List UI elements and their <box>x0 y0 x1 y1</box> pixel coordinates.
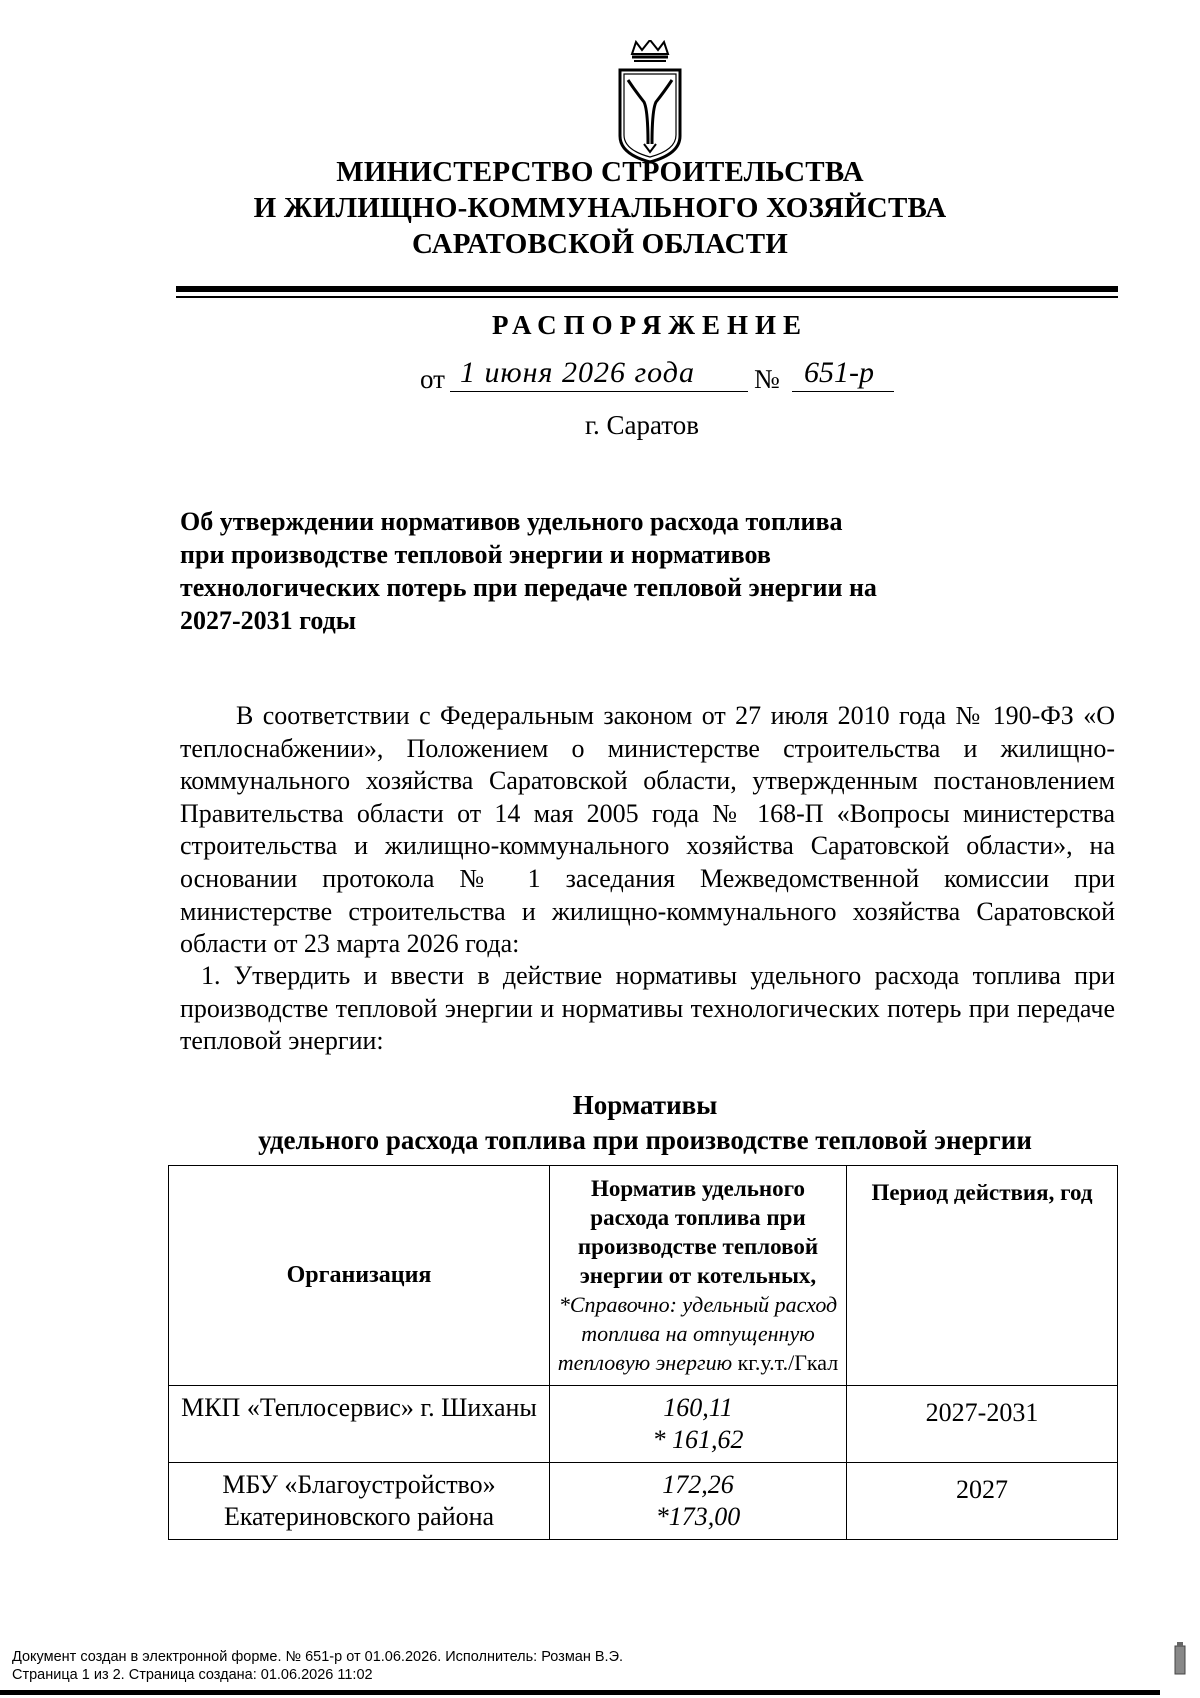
header-norm-main: Норматив удельного расхода топлива при производстве тепловой энергии от котельных, <box>577 1176 819 1288</box>
footer-line-2: Страница 1 из 2. Страница создана: 01.06.2026 11:02 <box>12 1667 373 1683</box>
ministry-name <box>0 154 1200 262</box>
ministry-line-2: И ЖИЛИЩНО-КОММУНАЛЬНОГО ХОЗЯЙСТВА <box>253 192 947 224</box>
header-divider-thin <box>176 296 1118 298</box>
table-title-line-1: Нормативы <box>572 1090 718 1120</box>
header-norm-note-text: *Справочно: удельный расход топлива на отпущенную тепловую энергию <box>557 1292 838 1375</box>
norms-table <box>168 1165 1118 1540</box>
header-period: Период действия, год <box>847 1166 1118 1386</box>
body-paragraph-1: В соответствии с Федеральным законом от 27 июля 2010 года № 190-ФЗ «О теплоснабжении», Положением о министерстве строительства и жилищно-коммунального хозяйства Саратовской области, утвержденным постановлением Правительства области от 14 мая 2005 года № 168-П «Вопросы министерства строительства и жилищно-коммунального хозяйства Саратовской области», на основании протокола № 1 заседания Межведомственной комиссии при министерстве строительства и жилищно-коммунального хозяйства Саратовской области от 23 марта 2026 года: <box>180 701 1115 959</box>
table-row <box>169 1463 1118 1540</box>
footer-line-1: Документ создан в электронной форме. № 651-р от 01.06.2026. Исполнитель: Розман В.Э. <box>12 1649 624 1665</box>
row-period: 2027-2031 <box>847 1386 1118 1463</box>
row-value <box>550 1463 847 1540</box>
ministry-line-3: САРАТОВСКОЙ ОБЛАСТИ <box>411 228 789 260</box>
ministry-line-1: МИНИСТЕРСТВО СТРОИТЕЛЬСТВА <box>336 156 864 188</box>
scroll-handle-icon[interactable] <box>1174 1642 1186 1676</box>
header-norm <box>550 1166 847 1386</box>
document-subject: Об утверждении нормативов удельного расхода топлива при производстве тепловой энергии и нормативов технологических потерь при передаче тепловой энергии на 2027-2031 годы <box>180 507 877 635</box>
row-reference-value: *173,00 <box>655 1502 741 1531</box>
handwritten-date: 1 июня 2026 года <box>450 356 748 392</box>
header-organization: Организация <box>169 1166 550 1386</box>
header-divider-thick <box>176 286 1118 292</box>
table-title <box>0 1088 1200 1158</box>
table-header-row <box>169 1166 1118 1386</box>
row-period: 2027 <box>847 1463 1118 1540</box>
document-type: РАСПОРЯЖЕНИЕ <box>491 310 809 340</box>
table-title-line-2: удельного расхода топлива при производстве тепловой энергии <box>258 1125 1032 1155</box>
coat-of-arms-icon <box>614 40 686 164</box>
row-reference-value: * 161,62 <box>652 1425 744 1454</box>
handwritten-number: 651-р <box>792 356 894 392</box>
row-value <box>550 1386 847 1463</box>
row-organization: МБУ «Благоустройство» Екатериновского района <box>169 1463 550 1540</box>
electronic-document-footer <box>12 1648 623 1684</box>
header-norm-unit: кг.у.т./Гкал <box>732 1350 839 1375</box>
footer-bar <box>0 1690 1160 1695</box>
body-paragraph-2: 1. Утвердить и ввести в действие нормативы удельного расхода топлива при производстве тепловой энергии и нормативы технологических потерь при передаче тепловой энергии: <box>180 961 1115 1056</box>
table-row <box>169 1386 1118 1463</box>
row-norm-value: 172,26 <box>662 1470 734 1499</box>
row-norm-value: 160,11 <box>663 1393 733 1422</box>
number-prefix: № <box>754 364 780 394</box>
row-organization: МКП «Теплосервис» г. Шиханы <box>169 1386 550 1463</box>
city: г. Саратов <box>585 410 699 440</box>
date-prefix: от <box>420 364 445 394</box>
date-number-line <box>420 356 890 400</box>
header-norm-note <box>556 1290 840 1377</box>
